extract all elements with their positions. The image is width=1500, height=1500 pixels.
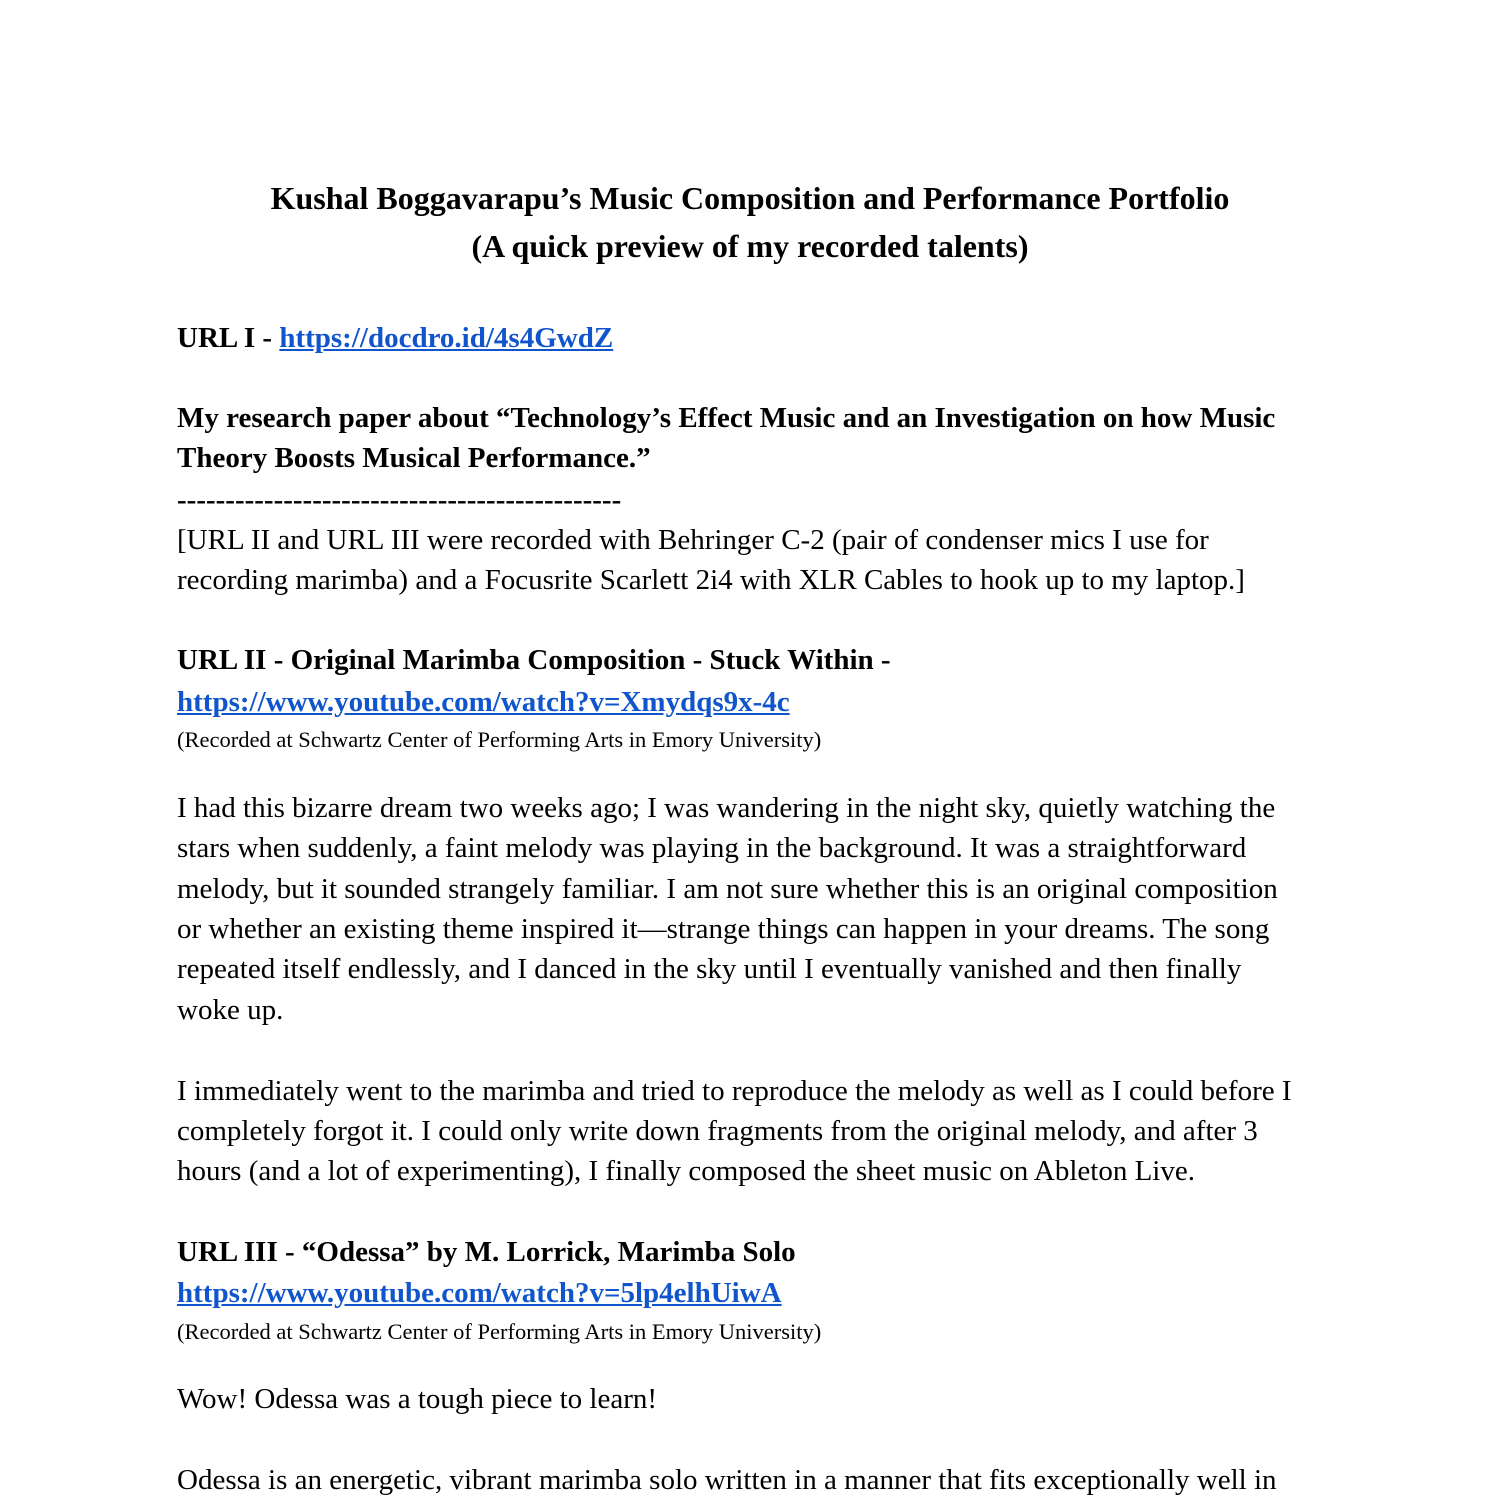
url1-line: [177, 318, 613, 358]
url1-link[interactable]: https://docdro.id/4s4GwdZ: [279, 322, 614, 354]
url1-description-2: Theory Boosts Musical Performance.”: [177, 442, 651, 474]
title-line-2: (A quick preview of my recorded talents): [471, 228, 1029, 264]
url2-heading: URL II - Original Marimba Composition - Stuck Within -: [177, 644, 891, 676]
url3-venue: (Recorded at Schwartz Center of Performing Arts in Emory University): [177, 1319, 822, 1344]
url3-link[interactable]: https://www.youtube.com/watch?v=5lp4elhUiwA: [177, 1277, 782, 1309]
url2-para1-line: repeated itself endlessly, and I danced in the sky until I eventually vanished and then finally: [177, 953, 1242, 985]
url2-venue: (Recorded at Schwartz Center of Performing Arts in Emory University): [177, 727, 822, 752]
url2-para2-line: I immediately went to the marimba and tried to reproduce the melody as well as I could before I: [177, 1075, 1292, 1107]
equipment-note-1: [URL II and URL III were recorded with Behringer C-2 (pair of condenser mics I use for: [177, 524, 1209, 556]
url3-heading: URL III - “Odessa” by M. Lorrick, Marimba Solo: [177, 1236, 796, 1268]
url3-para1: Wow! Odessa was a tough piece to learn!: [177, 1383, 658, 1415]
url2-para1-line: stars when suddenly, a faint melody was playing in the background. It was a straightforward: [177, 832, 1247, 864]
url2-para2-line: completely forgot it. I could only write down fragments from the original melody, and after 3: [177, 1115, 1258, 1147]
url2-para1-line: melody, but it sounded strangely familiar. I am not sure whether this is an original composition: [177, 873, 1278, 905]
url3-para2-line: Odessa is an energetic, vibrant marimba solo written in a manner that fits exceptionally well in: [177, 1464, 1277, 1496]
url2-link[interactable]: https://www.youtube.com/watch?v=Xmydqs9x-4c: [177, 686, 790, 718]
url2-para2-line: hours (and a lot of experimenting), I finally composed the sheet music on Ableton Live.: [177, 1155, 1195, 1187]
equipment-note-2: recording marimba) and a Focusrite Scarlett 2i4 with XLR Cables to hook up to my laptop.]: [177, 564, 1245, 596]
url1-label: URL I -: [177, 322, 280, 354]
title-line-1: Kushal Boggavarapu’s Music Composition and Performance Portfolio: [270, 180, 1230, 216]
separator: ----------------------------------------------: [177, 484, 622, 516]
url2-para1-line: woke up.: [177, 994, 284, 1026]
url2-para1-line: I had this bizarre dream two weeks ago; I was wandering in the night sky, quietly watching the: [177, 792, 1276, 824]
url1-description-1: My research paper about “Technology’s Effect Music and an Investigation on how Music: [177, 402, 1276, 434]
url2-para1-line: or whether an existing theme inspired it—strange things can happen in your dreams. The song: [177, 913, 1270, 945]
